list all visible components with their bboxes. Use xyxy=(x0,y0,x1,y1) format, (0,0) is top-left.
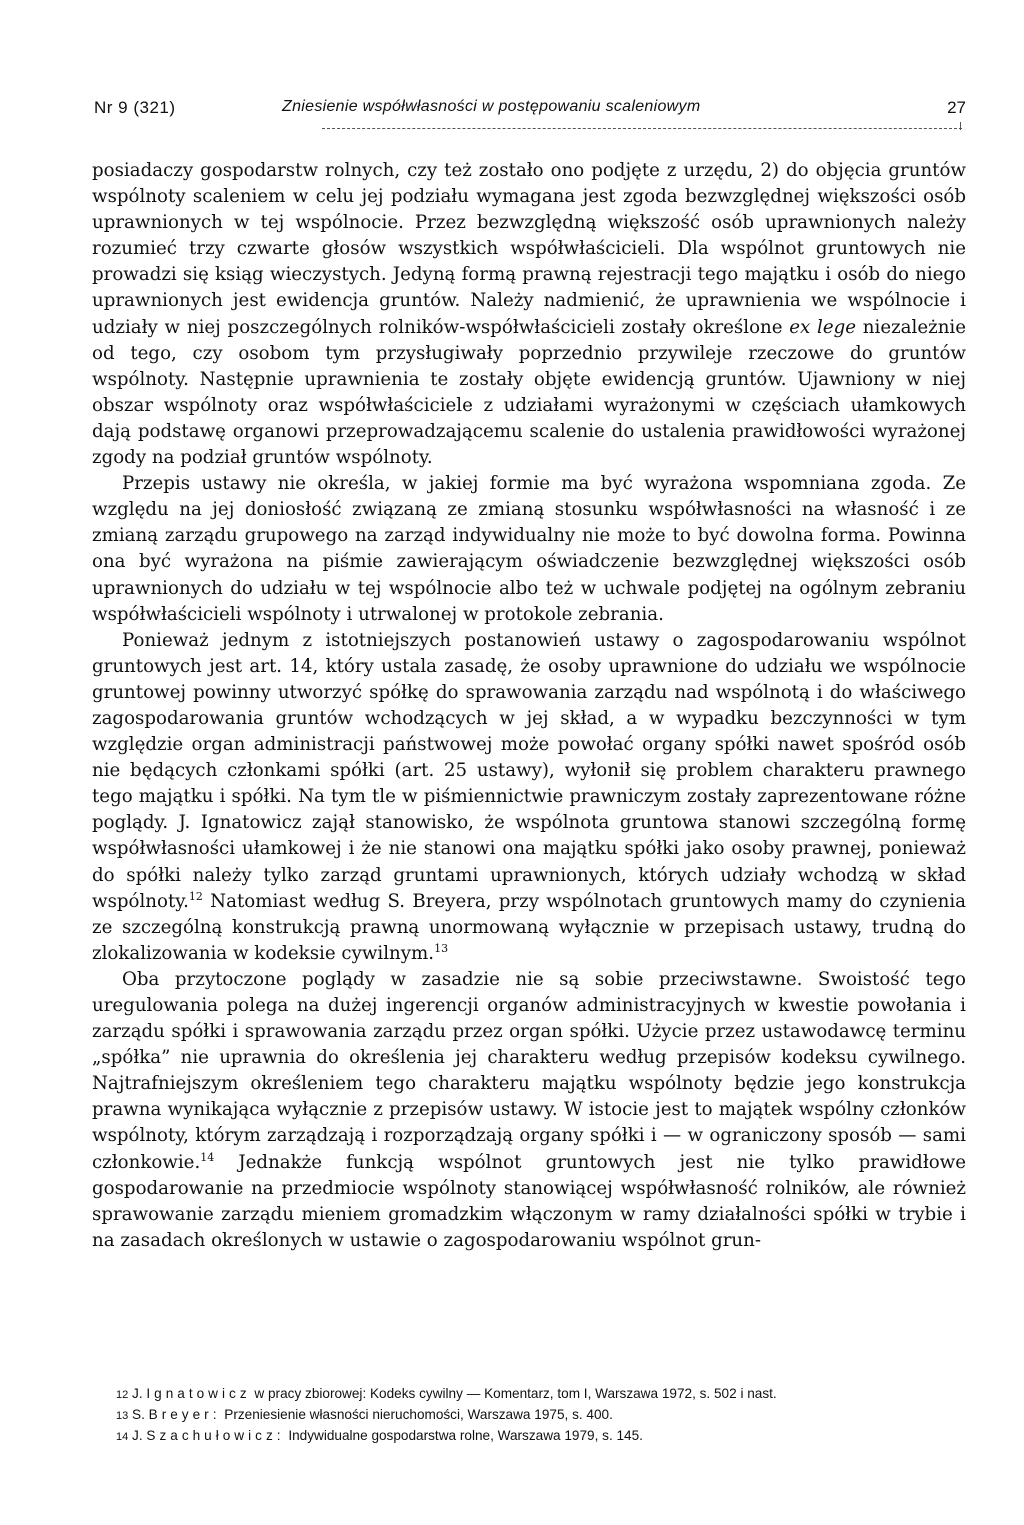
page-number: 27 xyxy=(947,98,966,117)
paragraph-1-text-b: niezależnie od tego, czy osobom tym przysługiwały poprzednio przywileje rzeczowe do gruntów wspólnoty. Następnie uprawnienia te zostały objęte ewidencją gruntów. Ujawniony w niej obszar wspólnoty oraz współwłaściciele z udziałami wyrażonymi w częściach ułamkowych dają podstawę organowi przeprowadzającemu scalenie do ustalenia prawidłowości wyrażonej zgody na podział gruntów wspólnoty. xyxy=(92,316,966,469)
footnote-ref-14: 14 xyxy=(200,1150,215,1164)
footnote-author: Szachułowicz: xyxy=(146,1428,285,1443)
paragraph-4-text-b: Jednakże funkcją wspólnot gruntowych jest nie tylko prawidłowe gospodarowanie na przedmiocie wspólnoty stanowiącej współwłasność rolników, ale również sprawowanie zarządu mieniem gromadzkim włączonym w ramy działalności spółki w trybie i na zasadach określonych w ustawie o zagospodarowaniu wspólnot grun- xyxy=(92,1151,966,1251)
footnote-text: w pracy zbiorowej: Kodeks cywilny — Komentarz, tom I, Warszawa 1972, s. 502 i nast. xyxy=(254,1386,777,1401)
footnote-number: 12 xyxy=(116,1389,129,1401)
paragraph-4 xyxy=(92,967,966,1254)
running-header xyxy=(92,98,966,122)
footnote-ref-13: 13 xyxy=(434,941,449,955)
paragraph-2: Przepis ustawy nie określa, w jakiej formie ma być wyrażona wspomniana zgoda. Ze względu na jej doniosłość związaną ze zmianą stosunku współwłasności na własność i ze zmianą zarządu grupowego na zarząd indywidualny nie może to być dowolna forma. Powinna ona być wyrażona na piśmie zawierającym oświadczenie bezwzględnej większości osób uprawnionych do udziału w tej wspólnocie albo też w uchwale podjętej na ogólnym zebraniu współwłaścicieli wspólnoty i utrwalonej w protokole zebrania. xyxy=(92,473,966,625)
footnote-text: Indywidualne gospodarstwa rolne, Warszawa 1979, s. 145. xyxy=(288,1428,643,1443)
body-text xyxy=(92,158,966,1254)
paragraph-4-text-a: Oba przytoczone poglądy w zasadzie nie są sobie przeciwstawne. Swoistość tego uregulowania polega na dużej ingerencji organów administracyjnych w kwestie powołania i zarządu spółki i sprawowania zarządu przez organ spółki. Użycie przez ustawodawcę terminu „spółka” nie uprawnia do określenia jej charakteru według przepisów kodeksu cywilnego. Najtrafniejszym określeniem tego charakteru majątku wspólnoty będzie jego konstrukcja prawna wynikająca wyłącznie z przepisów ustawy. W istocie jest to majątek wspólny członków wspólnoty, którym zarządzają i rozporządzają organy spółki i — w ograniczony sposób — sami członkowie. xyxy=(92,968,966,1173)
footnote-author: Ignatowicz xyxy=(146,1386,251,1401)
footnote-13 xyxy=(92,1405,966,1426)
paragraph-3-text-b: Natomiast według S. Breyera, przy wspólnotach gruntowych mamy do czynienia ze szczególną konstrukcją prawną unormowaną wyłącznie w przepisach ustawy, trudną do zlokalizowania w kodeksie cywilnym. xyxy=(92,890,966,964)
footnote-initial: J. xyxy=(132,1428,143,1443)
footnote-ref-12: 12 xyxy=(188,889,203,903)
footnote-14 xyxy=(92,1426,966,1447)
header-rule-tick xyxy=(960,122,961,130)
header-rule xyxy=(322,128,962,129)
footnote-author: Breyer: xyxy=(148,1407,221,1422)
paragraph-3 xyxy=(92,628,966,967)
running-title: Zniesienie współwłasności w postępowaniu scaleniowym xyxy=(282,98,701,115)
footnote-initial: J. xyxy=(132,1386,143,1401)
footnotes xyxy=(92,1384,966,1447)
paragraph-1-text-a: posiadaczy gospodarstw rolnych, czy też zostało ono podjęte z urzędu, 2) do objęcia gruntów wspólnoty scaleniem w celu jej podziału wymagana jest zgoda bezwzględnej większości osób uprawnionych w tej wspólnocie. Przez bezwzględną większość osób uprawnionych należy rozumieć trzy czwarte głosów wszystkich współwłaścicieli. Dla wspólnot gruntowych nie prowadzi się ksiąg wieczystych. Jedyną formą prawną rejestracji tego majątku i osób do niego uprawnionych jest ewidencja gruntów. Należy nadmienić, że uprawnienia we wspólnocie i udziały w niej poszczególnych rolników-współwłaścicieli zostały określone xyxy=(92,160,966,338)
latin-phrase: ex lege xyxy=(789,316,857,338)
issue-number: Nr 9 (321) xyxy=(94,98,176,117)
footnote-number: 14 xyxy=(116,1431,129,1443)
footnote-number: 13 xyxy=(116,1410,129,1422)
footnote-12 xyxy=(92,1384,966,1405)
footnote-text: Przeniesienie własności nieruchomości, Warszawa 1975, s. 400. xyxy=(224,1407,613,1422)
paragraph-3-text-a: Ponieważ jednym z istotniejszych postanowień ustawy o zagospodarowaniu wspólnot gruntowych jest art. 14, który ustala zasadę, że osoby uprawnione do udziału we wspólnocie gruntowej powinny utworzyć spółkę do sprawowania zarządu nad wspólnotą i do właściwego zagospodarowania gruntów wchodzących w jej skład, a w wypadku bezczynności w tym względzie organ administracji państwowej może powołać organy spółki nawet spośród osób nie będących członkami spółki (art. 25 ustawy), wyłonił się problem charakteru prawnego tego majątku i spółki. Na tym tle w piśmiennictwie prawniczym zostały zaprezentowane różne poglądy. J. Ignatowicz zajął stanowisko, że wspólnota gruntowa stanowi szczególną formę współwłasności ułamkowej i że nie stanowi ona majątku spółki jako osoby prawnej, ponieważ do spółki należy tylko zarząd gruntami uprawnionych, których udziały wchodzą w skład wspólnoty. xyxy=(92,629,966,912)
paragraph-1 xyxy=(92,158,966,471)
footnote-initial: S. xyxy=(132,1407,145,1422)
